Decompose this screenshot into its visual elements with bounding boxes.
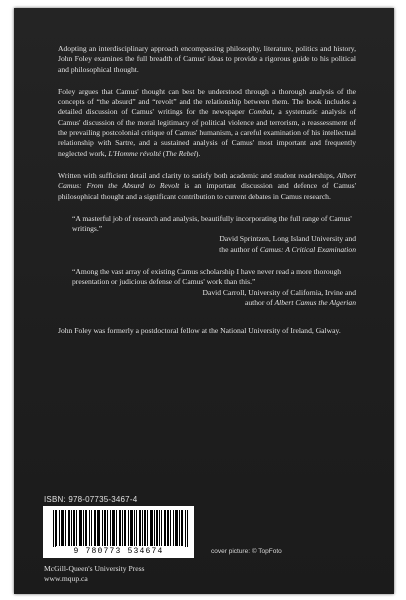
blurb-text: , a systematic analysis of Camus' discussion of the moral legitimacy of political violence and terrorism, a reassessment of the prevailing postcolonial critique of Camus' humanism, a careful examination of his intellectual relationship with Sartre, and a sustained analysis of Camus' most important and frequently neglected work, (58, 107, 356, 158)
attribution-prefix: author of (244, 297, 275, 307)
barcode-bar (142, 510, 143, 546)
barcode-bar (173, 510, 174, 546)
barcode-bar (181, 510, 182, 546)
barcode-bar (104, 510, 105, 546)
barcode (43, 506, 194, 558)
quote-text: “A masterful job of research and analysis, beautifully incorporating the full range of Camus' writings.” (72, 213, 352, 234)
quote-attribution-work (72, 298, 356, 308)
barcode-bar (161, 510, 162, 546)
blurb-text: is an important discussion and defence of Camus' philosophical thought and a significant contribution to current debates in Camus research. (58, 181, 357, 201)
attribution-title: Camus: A Critical Examination (259, 244, 356, 254)
title-combat: Combat (248, 107, 273, 117)
barcode-bar (113, 510, 114, 546)
blurb-text: ( (160, 148, 166, 158)
barcode-digits: 9 780773 534674 (47, 547, 190, 556)
quote-attribution: David Sprintzen, Long Island University and (219, 234, 356, 244)
barcode-bar (132, 510, 133, 546)
barcode-bar (91, 510, 92, 546)
blurb-text: ). (195, 148, 201, 158)
barcode-bar (105, 510, 106, 546)
barcode-bar (131, 510, 132, 546)
barcode-bar (79, 510, 80, 546)
barcode-bars (43, 506, 194, 550)
barcode-bar (151, 510, 152, 546)
barcode-bar (124, 510, 125, 546)
barcode-bar (86, 510, 87, 546)
review-quote-2 (72, 267, 356, 308)
barcode-bar (164, 510, 165, 546)
barcode-bar (156, 510, 157, 546)
barcode-bar (69, 510, 70, 546)
publisher-url: www.mqup.ca (44, 574, 88, 583)
barcode-bar (154, 510, 155, 546)
barcode-bar (145, 510, 146, 546)
barcode-bar (119, 510, 120, 546)
barcode-bar (89, 510, 90, 546)
barcode-bar (97, 510, 98, 546)
barcode-bar (68, 510, 69, 546)
barcode-bar (170, 510, 171, 546)
barcode-bar (147, 510, 148, 546)
blurb-text: Foley argues that Camus' thought can best be understood through a thorough analysis of the concepts of “the absurd” and “revolt” and the relationship between them. The book includes a detailed discussion of Camus' writings for the newspaper (58, 86, 356, 117)
book-title: Albert Camus: From the Absurd to Revolt (58, 170, 356, 191)
barcode-bar (99, 510, 100, 546)
barcode-bar (95, 510, 96, 546)
isbn-label: ISBN: 978-07735-3467-4 (44, 495, 138, 504)
barcode-bar (65, 510, 66, 546)
barcode-bar (98, 510, 99, 546)
blurb-content (58, 44, 356, 349)
barcode-bar (187, 510, 188, 550)
barcode-bar (122, 510, 123, 546)
barcode-bar (140, 510, 141, 546)
barcode-bar (175, 510, 176, 546)
barcode-bar (53, 510, 54, 550)
barcode-bar (152, 510, 153, 546)
barcode-bar (167, 510, 168, 546)
barcode-bar (81, 510, 82, 546)
barcode-bar (120, 510, 121, 546)
attribution-title: Albert Camus the Algerian (274, 297, 356, 307)
barcode-bar (63, 510, 64, 546)
barcode-bar (83, 510, 84, 546)
barcode-bar (176, 510, 177, 546)
barcode-bar (80, 510, 81, 546)
barcode-bar (56, 510, 57, 546)
barcode-bar (125, 510, 126, 546)
title-the-rebel: The Rebel (165, 148, 196, 158)
title-homme-revolte: L'Homme révolté (108, 148, 161, 158)
blurb-text: Written with sufficient detail and clarity to satisfy both academic and student readerships, (58, 170, 338, 180)
barcode-bar (107, 510, 108, 546)
barcode-bar (74, 510, 75, 546)
barcode-bar (71, 510, 72, 546)
barcode-bar (94, 510, 95, 546)
barcode-bar (128, 510, 129, 546)
barcode-bar (73, 510, 74, 546)
blurb-paragraph-1: Adopting an interdisciplinary approach encompassing philosophy, literature, politics and history, John Foley examines the full breadth of Camus' ideas to provide a rigorous guide to his political and philosophical thought. (58, 44, 356, 74)
review-quote-1 (72, 214, 356, 255)
barcode-bar (62, 510, 63, 546)
barcode-bar (55, 510, 56, 550)
barcode-bar (159, 510, 160, 546)
blurb-paragraph-2 (58, 87, 356, 159)
attribution-prefix: the author of (219, 244, 260, 254)
barcode-bar (76, 510, 77, 546)
barcode-bar (85, 510, 86, 546)
barcode-bar (185, 510, 186, 550)
barcode-bar (130, 510, 131, 546)
barcode-bar (177, 510, 178, 546)
quote-text: “Among the vast array of existing Camus scholarship I have never read a more thorough presentation or judicious defense of Camus' work than this.” (72, 267, 342, 287)
barcode-bar (134, 510, 135, 546)
barcode-bar (102, 510, 103, 546)
barcode-bar (114, 510, 115, 546)
cover-credit: cover picture: © TopFoto (211, 548, 282, 555)
quote-attribution-work (72, 245, 356, 255)
barcode-bar (139, 510, 140, 546)
author-bio: John Foley was formerly a postdoctoral fellow at the National University of Ireland, Galway. (58, 326, 341, 336)
publisher-name: McGill-Queen's University Press (44, 564, 145, 573)
blurb-paragraph-3 (58, 171, 356, 202)
barcode-bar (61, 510, 62, 546)
barcode-bar (179, 510, 180, 546)
book-back-cover (14, 8, 394, 594)
barcode-bar (144, 510, 145, 546)
barcode-bar (157, 510, 158, 546)
barcode-bar (136, 510, 137, 546)
barcode-bar (110, 510, 111, 546)
barcode-bar (116, 510, 117, 546)
barcode-bar (168, 510, 169, 546)
quote-attribution: David Carroll, University of California, Irvine and (202, 287, 356, 297)
barcode-bar (112, 510, 113, 546)
barcode-bar (182, 510, 183, 546)
barcode-bar (165, 510, 166, 546)
barcode-bar (59, 510, 60, 546)
barcode-bar (150, 510, 151, 546)
publisher-info (44, 564, 145, 584)
